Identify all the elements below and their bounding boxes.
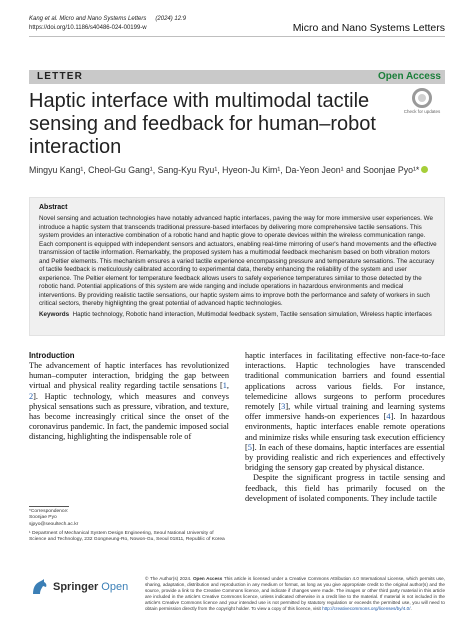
publisher-name [53, 581, 128, 593]
check-updates-icon [412, 88, 432, 108]
correspondence-label: *Correspondence: [29, 509, 69, 514]
abstract-box [29, 197, 445, 336]
correspondence-email[interactable]: sjpyo@seoultech.ac.kr [29, 521, 79, 527]
article-title: Haptic interface with multimodal tactile sensing and feedback for human–robot interaction [29, 90, 376, 158]
license-url[interactable]: http://creativecommons.org/licenses/by/4.0/ [322, 605, 411, 611]
springer-horse-icon [29, 578, 49, 596]
publisher-logo [29, 578, 139, 596]
doi-link[interactable]: https://doi.org/10.1186/s40486-024-00199-w [29, 25, 147, 31]
license-statement [145, 576, 445, 611]
journal-title: Micro and Nano Systems Letters [292, 22, 445, 34]
abstract-text: Novel sensing and actuation technologies have notably advanced haptic interfaces, paving the way for more immersive user experiences. We introduce a haptic system that transcends traditional pressure-based interfaces by delivering more comprehensive tactile sensations. This system provides an interactive combination of a robotic hand and haptic glove to operate devices within the wireless communication range. Each component is equipped with independent sensors and actuators, enabling real-time mirroring of user's hand movements and the effective transmission of tactile information. Remarkably, the proposed system has a multimodal feedback mechanism based on both vibration motors and Peltier elements. This mechanism ensures a varied tactile experience encompassing pressure and temperature sensations. The accuracy of tactile feedback is meticulously calibrated according to experimental data, thereby enhancing the reliability of the system and user experience. The Peltier element for temperature feedback allows users to safely experience temperatures similar to those detected by the robotic hand. Potential applications of this system are wide ranging and include operations in hazardous environments and medical interventions. By providing realistic tactile sensations, our haptic system aims to improve both the performance and safety of workers in such critical sectors, thereby highlighting the great potential of advanced haptic technologies. [39, 215, 437, 307]
citation-link[interactable]: 1 [222, 381, 227, 391]
keywords-line [39, 311, 437, 320]
check-for-updates-badge[interactable] [402, 88, 442, 116]
section-heading-introduction: Introduction [29, 351, 75, 360]
keywords-label: Keywords [39, 310, 70, 318]
authors-text: Mingyu Kang¹, Cheol-Gu Gang¹, Sang-Kyu Ryu¹, Hyeon-Ju Kim¹, Da-Yeon Jeon¹ and Soonjae Pyo¹* [29, 165, 420, 175]
intro-text: ]. Haptic technology, which measures and conveys physical sensations such as pressure, vibration, and texture, has become increasingly critical since the onset of the coronavirus pandemic. In fact, the pandemic imposed social distancing, highlighting the indispensable role of [29, 391, 229, 442]
intro-text: , [226, 381, 229, 391]
intro-text: haptic interfaces in facilitating effective non-face-to-face interactions. Haptic technologies have transcended traditional communication barriers and found essential applications across various fields. For instance, telemedicine allows surgeons to perform procedures remotely [ [245, 351, 445, 412]
publisher-name-bold: Springer [53, 581, 99, 593]
author-list [29, 165, 428, 175]
citation-link[interactable]: 5 [247, 442, 252, 452]
correspondence-footnote [29, 509, 229, 543]
footnote-divider [29, 506, 69, 507]
affiliation: ¹ Department of Mechanical System Design Engineering, Seoul National University of Science and Technology, 232 Gongneung-Ro, Nowon-Gu, Seoul 01811, Republic of Korea [29, 530, 225, 543]
abstract-body [39, 215, 437, 319]
article-type: LETTER [37, 71, 84, 82]
body-column-right [245, 351, 445, 504]
intro-text: ]. In each of these domains, haptic interfaces are essential by providing realistic and rich experiences and effectively bridging the sensory gap created by physical distance. [245, 442, 445, 473]
intro-text: The advancement of haptic interfaces has revolutionized human–computer interaction, bridging the gap between virtual and physical reality regarding tactile sensations [ [29, 361, 229, 391]
correspondence-name: Soonjae Pyo [29, 515, 57, 521]
license-lead: © The Author(s) 2024. [145, 576, 193, 581]
intro-paragraph-2: Despite the significant progress in tactile sensing and feedback, this field has primarily focused on the development of isolated components. They include tactile [245, 473, 445, 503]
header-divider [29, 36, 445, 37]
header-year: (2024) 12:9 [155, 16, 187, 22]
header-meta [29, 15, 186, 33]
orcid-icon[interactable] [421, 166, 428, 173]
license-text: This article is licensed under a Creative Commons Attribution 4.0 International License, which permits use, sharing, adaptation, distribution and reproduction in any medium or format, as long as you give appropriate credit to the original author(s) and the source, provide a link to the Creative Commons licence, and indicate if changes were made. The images or other third party material in this article are included in the article's Creative Commons licence, unless indicated otherwise in a credit line to the material. If material is not included in the article's Creative Commons licence and your intended use is not permitted by statutory regulation or exceeds the permitted use, you will need to obtain permission directly from the copyright holder. To view a copy of this licence, visit [145, 576, 445, 611]
intro-paragraph-1-cont [245, 351, 445, 473]
intro-paragraph-1 [29, 361, 229, 443]
citation-link[interactable]: 3 [281, 402, 286, 412]
open-access-label: Open Access [378, 71, 441, 82]
intro-text: ]. In hazardous environments, haptic interfaces enable remote operations and minimize risks while ensuring task execution efficiency [ [245, 412, 446, 452]
publisher-name-open: Open [101, 581, 129, 593]
body-column-left [29, 351, 229, 443]
citation-link[interactable]: 2 [29, 391, 34, 401]
intro-text: ], while virtual training and learning systems offer immersive hands-on experiences [ [245, 402, 445, 422]
keywords-text: Haptic technology, Robotic hand interaction, Multimodal feedback system, Tactile sensation simulation, Wireless haptic interfaces [72, 310, 432, 318]
abstract-heading: Abstract [39, 204, 68, 211]
license-open-access: Open Access [192, 576, 223, 581]
license-end: . [410, 605, 412, 611]
citation-link[interactable]: 4 [386, 412, 391, 422]
article-type-banner [29, 70, 445, 84]
check-updates-label: Check for updates [403, 109, 441, 114]
header-journal: Kang et al. Micro and Nano Systems Letters [29, 16, 147, 22]
